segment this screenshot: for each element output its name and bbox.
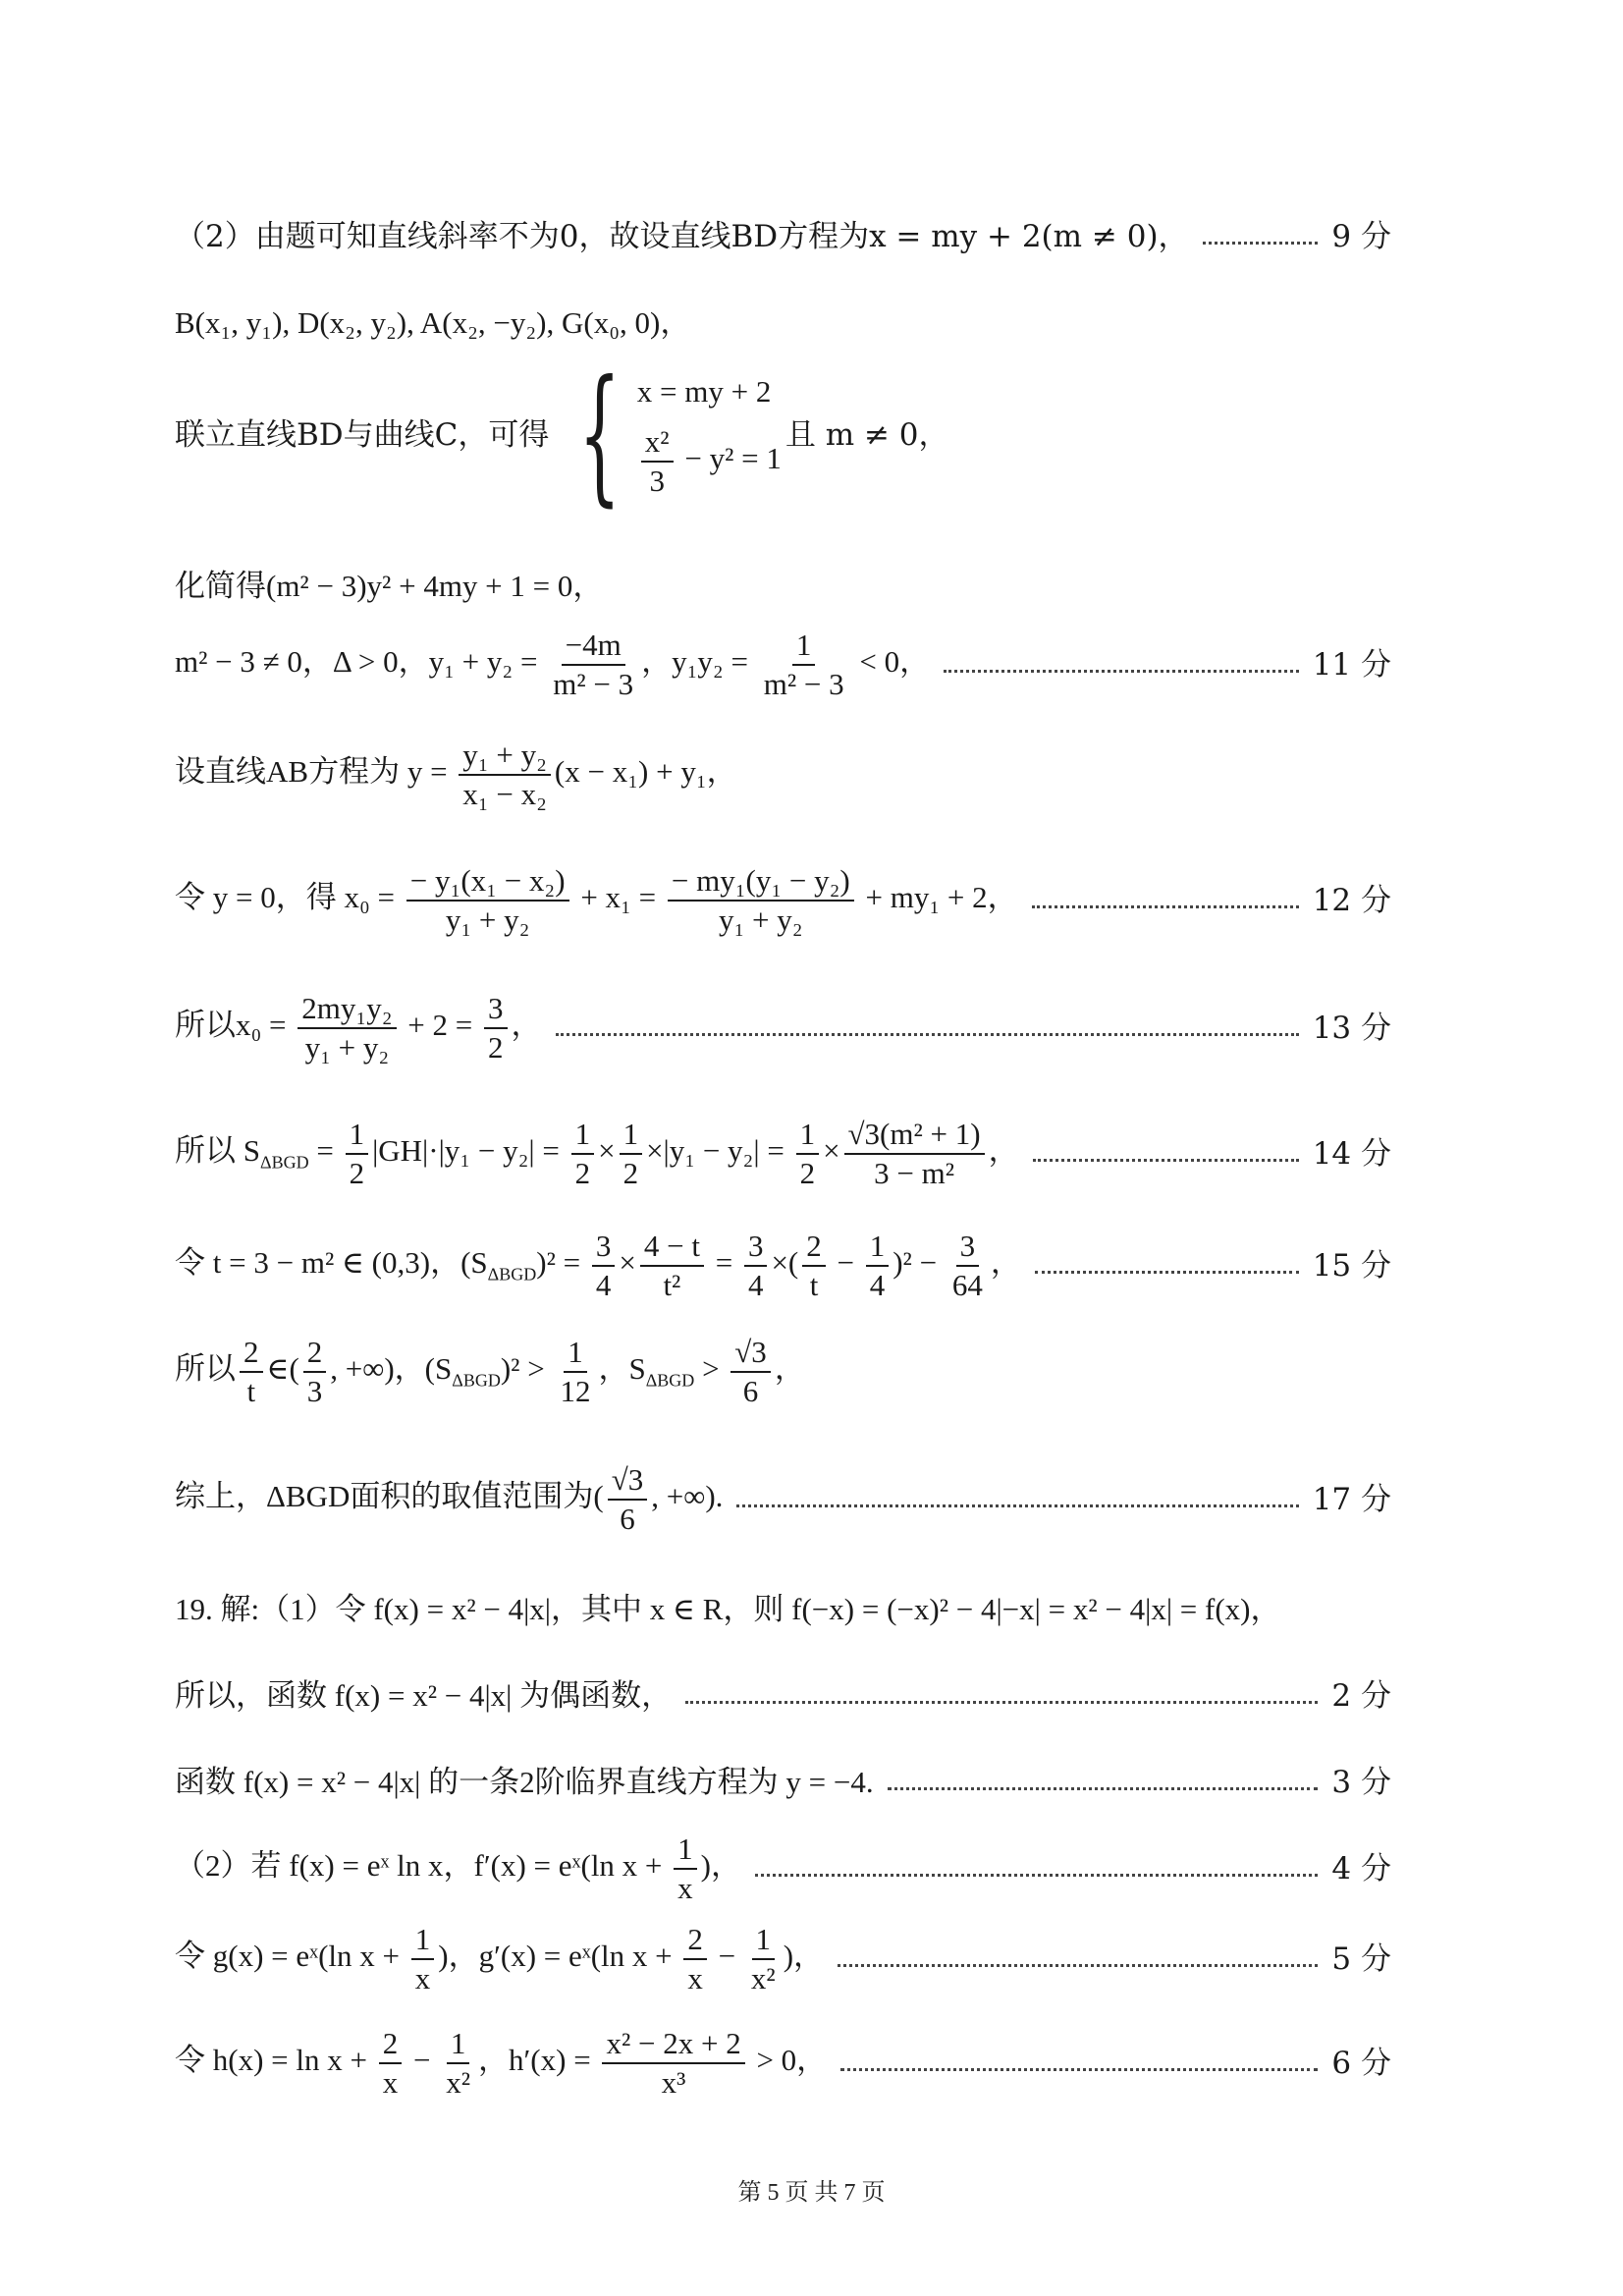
fraction: $\frac{1}{x}$ [674, 1832, 697, 1905]
score-label: 12 分 [1312, 882, 1391, 918]
text-line [175, 218, 1391, 256]
line-text: 所以x₀ = $\frac{\text{2my₁y₂}}{\text{y₁ + y₂}}$ + 2 = $\frac{3}{2}$ ， [175, 991, 542, 1066]
brace-icon: { [578, 350, 622, 521]
fraction: $\frac{3}{2}$ [484, 992, 508, 1065]
line-text: 19. 解:（1）令 f(x) = x² − 4|x|，其中 x ∈ R，则 f(−x) = (−x)² − 4|−x| = x² − 4|x| = f(x)， [175, 1592, 1281, 1626]
line-text: 令 h(x) = ln x + $\frac{2}{x}$ − $\frac{1}{\text{x²}}$ ，h′(x) = $\frac{\text{x² − 2x + 2}}{\text{x³}}$ > 0， [175, 2026, 828, 2101]
equation-system [553, 350, 782, 521]
text-line [175, 1677, 1391, 1716]
text-line [175, 629, 1391, 701]
line-text: 所以 $S_{\Delta BGD}$ = $\frac{1}{2}$ |GH|·|y₁ − y₂| = $\frac{1}{2}$ × $\frac{1}{2}$ ×|y₁ − y₂| = $\frac{1}{2}$ × $\frac{\text{√3(m² + 1)}}{\text{3 − m²}}$ ， [175, 1117, 1019, 1191]
score-label: 2 分 [1331, 1678, 1391, 1714]
fraction: $\frac{1}{2}$ [620, 1118, 643, 1190]
fraction: $\frac{1}{x}$ [411, 1923, 435, 1995]
score-label: 3 分 [1331, 1765, 1391, 1800]
fraction: $\frac{1}{\text{x²}}$ [750, 1922, 776, 1996]
fraction: $\frac{√3}{6}$ [730, 1336, 771, 1408]
text-line [175, 1832, 1391, 1905]
dot-leader [685, 1701, 1318, 1704]
dot-leader [755, 1874, 1318, 1877]
fraction: $\frac{2}{x}$ [379, 2027, 403, 2100]
fraction: $\frac{\text{√3(m² + 1)}}{\text{3 − m²}}$ [844, 1118, 985, 1190]
line-text: 函数 f(x) = x² − 4|x| 的一条2阶临界直线方程为 y = −4. [175, 1765, 874, 1799]
line-text: B(x₁, y₁), D(x₂, y₂), A(x₂, −y₂), G(x₀, 0)， [175, 305, 691, 340]
system-row: x = my + 2 [636, 374, 772, 409]
score-label: 9 分 [1331, 219, 1391, 254]
score-label: 11 分 [1312, 646, 1391, 683]
line-text: m² − 3 ≠ 0，Δ > 0，y₁ + y₂ = $\frac{-4m}{\text{m² − 3}}$ ，y₁y₂ = $\frac{1}{\text{m² − 3}}$ < 0， [175, 628, 931, 702]
line-text: 所以 $\frac{2}{t}$ ∈( $\frac{2}{3}$ , +∞)，$(S_{\Delta BGD})^2$ > $\frac{1}{12}$ ，$S_{\Delta BGD}$ > $\frac{√3}{6}$ ， [175, 1335, 805, 1409]
dot-leader [1203, 242, 1319, 245]
line-text: 所以，函数 f(x) = x² − 4|x| 为偶函数， [175, 1678, 673, 1713]
fraction: $\frac{1}{2}$ [346, 1118, 369, 1190]
fraction: $\frac{1}{2}$ [571, 1118, 595, 1190]
line-text: 联立直线BD与曲线C，可得 [175, 417, 550, 454]
line-text: 且 m ≠ 0， [784, 417, 949, 454]
text-line [175, 1336, 1391, 1408]
dot-leader [556, 1033, 1299, 1036]
system-row: $\frac{\text{x²}}{3}$ − y² = 1 [637, 425, 782, 498]
fraction: $\frac{1}{\text{x²}}$ [446, 2026, 471, 2101]
text-line [175, 1463, 1391, 1536]
system-line [175, 350, 1391, 521]
score-label: 5 分 [1331, 1941, 1391, 1977]
score-label: 14 分 [1312, 1135, 1391, 1172]
score-label: 4 分 [1331, 1850, 1391, 1886]
dot-leader [1035, 1271, 1299, 1274]
fraction: $\frac{1}{12}$ [560, 1335, 591, 1409]
dot-leader [838, 1964, 1318, 1967]
dot-leader [736, 1504, 1298, 1507]
fraction: $\frac{\text{− y₁(x₁ − x₂)}}{\text{y₁ + y₂}}$ [406, 864, 569, 937]
text-line [175, 992, 1391, 1065]
fraction: $\frac{2}{x}$ [683, 1923, 707, 1995]
line-text: （2）若 f(x) = eˣ ln x，f′(x) = eˣ(ln x + $\frac{1}{x}$ )， [175, 1831, 741, 1906]
fraction: $\frac{1}{2}$ [796, 1118, 820, 1190]
text-line [175, 1764, 1391, 1802]
text-line [175, 1230, 1391, 1302]
dot-leader [840, 2068, 1318, 2071]
dot-leader [944, 670, 1299, 673]
fraction: $\frac{\text{2my₁y₂}}{\text{y₁ + y₂}}$ [298, 992, 396, 1065]
dot-leader [888, 1787, 1319, 1790]
text-line [175, 864, 1391, 937]
text-line [175, 304, 1391, 343]
text-line [175, 1923, 1391, 1995]
score-label: 6 分 [1331, 2045, 1391, 2081]
fraction: $\frac{3}{4}$ [592, 1230, 616, 1302]
fraction: $\frac{√3}{6}$ [608, 1463, 648, 1536]
fraction: $\frac{3}{64}$ [951, 1229, 983, 1303]
fraction: $\frac{4 - t}{\text{t²}}$ [640, 1230, 704, 1302]
fraction: $\frac{1}{\text{m² − 3}}$ [763, 628, 844, 702]
fraction: $\frac{2}{t}$ [802, 1230, 826, 1302]
fraction: $\frac{2}{t}$ [240, 1336, 263, 1408]
text-line [175, 1591, 1391, 1629]
text-line [175, 2027, 1391, 2100]
score-label: 17 分 [1312, 1481, 1391, 1517]
line-text: 令 t = 3 − m² ∈ (0,3)，$(S_{\Delta BGD})^2$ = $\frac{3}{4}$ × $\frac{4 - t}{\text{t²}}$ = $\frac{3}{4}$ ×( $\frac{2}{t}$ − $\frac{1}{4}$ )² − $\frac{3}{64}$ ， [175, 1229, 1021, 1303]
fraction: $\frac{2}{3}$ [303, 1336, 327, 1408]
line-text: （2）由题可知直线斜率不为0，故设直线BD方程为x = my + 2(m ≠ 0)， [175, 219, 1189, 254]
score-label: 13 分 [1312, 1010, 1391, 1046]
fraction: $\frac{1}{4}$ [866, 1230, 890, 1302]
line-text: 综上，ΔBGD面积的取值范围为( $\frac{√3}{6}$ , +∞). [175, 1462, 724, 1537]
fraction: $\frac{\text{x²}}{3}$ [641, 425, 674, 498]
dot-leader [1032, 905, 1299, 908]
line-text: 令 y = 0，得 x₀ = $\frac{\text{− y₁(x₁ − x₂)}}{\text{y₁ + y₂}}$ + x₁ = $\frac{\text{− my₁(y₁ − y₂)}}{\text{y₁ + y₂}}$ + my₁ + 2， [175, 863, 1018, 938]
line-text: 令 g(x) = eˣ(ln x + $\frac{1}{x}$ )，g′(x) = eˣ(ln x + $\frac{2}{x}$ − $\frac{1}{\text{x²}}$ )， [175, 1922, 825, 1996]
fraction: $\frac{\text{y₁ + y₂}}{\text{x₁ − x₂}}$ [459, 738, 551, 811]
text-line [175, 568, 1391, 606]
page-footer: 第 5 页 共 7 页 [737, 2180, 886, 2206]
text-line [175, 1118, 1391, 1190]
score-label: 15 分 [1312, 1247, 1391, 1284]
dot-leader [1033, 1159, 1299, 1162]
line-text: 设直线AB方程为 y = $\frac{\text{y₁ + y₂}}{\text{x₁ − x₂}}$ (x − x₁) + y₁， [175, 738, 737, 812]
fraction: $\frac{\text{− my₁(y₁ − y₂)}}{\text{y₁ + y₂}}$ [668, 864, 854, 937]
fraction: $\frac{\text{x² − 2x + 2}}{\text{x³}}$ [602, 2027, 744, 2100]
fraction: $\frac{3}{4}$ [744, 1230, 768, 1302]
fraction: $\frac{-4m}{\text{m² − 3}}$ [553, 628, 634, 702]
text-line [175, 738, 1391, 811]
line-text: 化简得(m² − 3)y² + 4my + 1 = 0， [175, 569, 604, 603]
